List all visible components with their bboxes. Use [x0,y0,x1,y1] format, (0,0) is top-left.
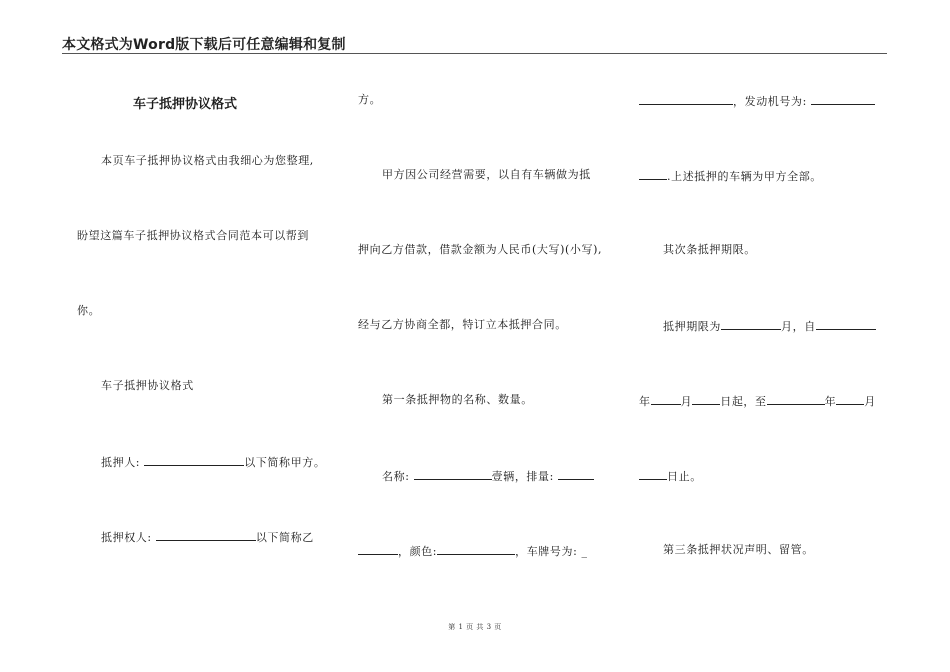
date-day-blank [692,393,720,405]
header-divider [62,53,887,54]
pledgor-line [101,454,325,470]
vehicle-color-line [358,543,588,559]
date-month2: 月 [864,395,876,408]
section-subtitle: 车子抵押协议格式 [101,379,194,392]
col2-line-1: 方。 [358,93,382,106]
engine-pre-blank [639,93,733,105]
engine-blank [811,93,875,105]
document-header: 本文格式为Word版下载后可任意编辑和复制 [62,37,346,53]
engine-line [639,93,875,109]
date-year: 年 [639,395,651,408]
engine-cont-blank [639,168,667,180]
name-mid: 壹辆，排量: [491,470,554,483]
col2-line-3: 押向乙方借款，借款金额为人民币(大写)(小写), [358,243,603,256]
ownership-line [639,168,822,184]
pledgee-suffix: 以下简称乙 [255,531,314,544]
article-3-heading: 第三条抵押状况声明、留管。 [663,543,814,556]
period-blank [721,318,781,330]
intro-line-3: 你。 [77,304,101,317]
end-day-blank [639,468,667,480]
name-blank [414,468,492,480]
pledgor-label: 抵押人: [101,456,141,469]
col2-line-4: 经与乙方协商全都，特订立本抵押合同。 [358,318,567,331]
date-year2-blank [767,393,825,405]
page-number: 第 1 页 共 3 页 [448,623,502,631]
date-year2: 年 [824,395,837,408]
intro-line-2: 盼望这篇车子抵押协议格式合同范本可以帮到 [77,229,309,242]
pledgor-blank [144,454,244,466]
col2-line-2: 甲方因公司经营需要，以自有车辆做为抵 [382,168,591,181]
vehicle-name-line [382,468,594,484]
period-label: 抵押期限为 [663,320,721,333]
period-line [663,318,876,334]
engine-label: ，发动机号为: [733,95,807,108]
article-1-heading: 第一条抵押物的名称、数量。 [382,393,533,406]
ownership-text: .上述抵押的车辆为甲方全部。 [667,170,822,183]
pledgee-label: 抵押权人: [101,531,152,544]
name-label: 名称: [382,470,410,483]
end-date-text: 日止。 [667,470,702,483]
date-month2-blank [836,393,864,405]
intro-line-1: 本页车子抵押协议格式由我细心为您整理, [101,154,314,167]
color-pre-blank [358,543,398,555]
period-month: 月，自 [781,320,816,333]
article-2-heading: 其次条抵押期限。 [663,243,756,256]
date-month-blank [651,393,681,405]
pledgee-line [101,529,314,545]
date-from: 日起，至 [720,395,767,408]
document-title: 车子抵押协议格式 [133,97,238,112]
color-label: ，颜色: [398,545,438,558]
date-month: 月 [680,395,693,408]
color-blank [437,543,515,555]
plate-label: ，车牌号为: _ [515,545,588,558]
pledgee-blank [156,529,256,541]
end-date-line [639,468,702,484]
period-from-blank [816,318,876,330]
pledgor-suffix: 以下简称甲方。 [244,456,326,469]
date-line [639,393,876,409]
displacement-blank [558,468,594,480]
